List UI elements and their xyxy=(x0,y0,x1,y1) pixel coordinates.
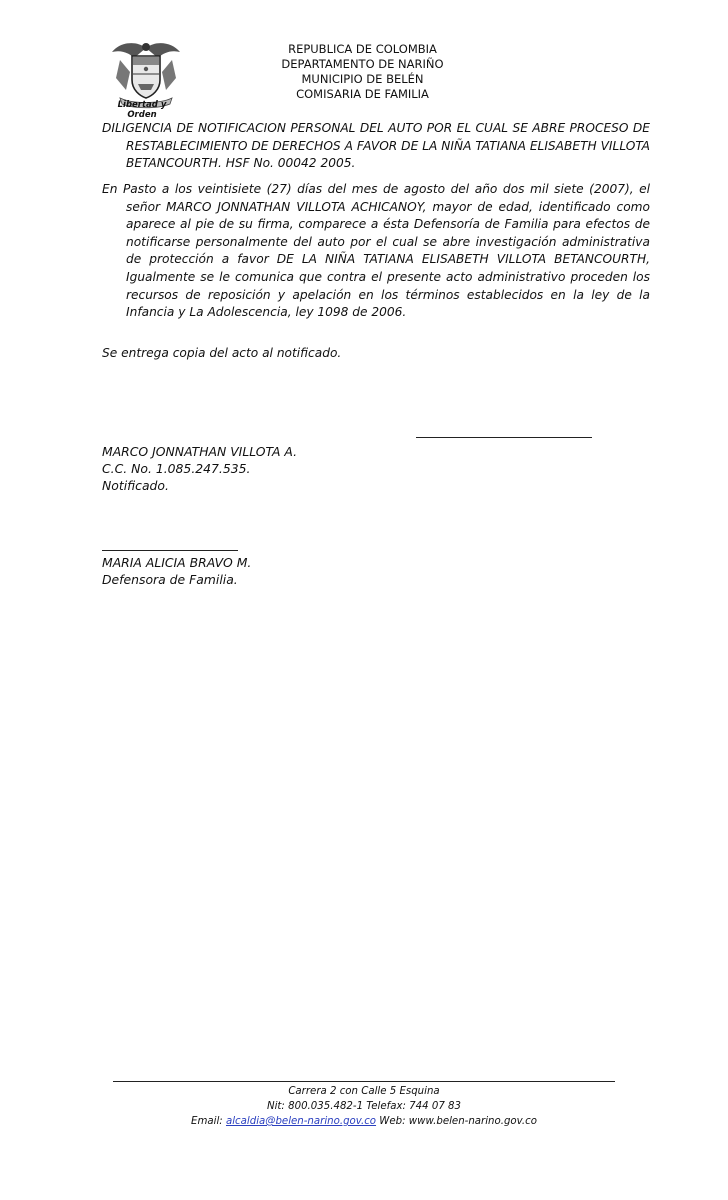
notified-role: Notificado. xyxy=(102,478,169,493)
letterhead-office: COMISARIA DE FAMILIA xyxy=(296,87,429,101)
letterhead xyxy=(250,42,475,102)
copy-delivery-note: Se entrega copia del acto al notificado. xyxy=(102,346,342,360)
footer-address: Carrera 2 con Calle 5 Esquina xyxy=(288,1086,440,1097)
notified-signature-block xyxy=(102,443,297,494)
officer-role: Defensora de Familia. xyxy=(102,572,238,587)
footer-email-label: Email: xyxy=(191,1116,223,1127)
officer-name: MARIA ALICIA BRAVO M. xyxy=(102,555,252,570)
officer-signature-block xyxy=(102,554,251,588)
notified-signature-line xyxy=(416,437,592,438)
letterhead-country: REPUBLICA DE COLOMBIA xyxy=(288,42,437,56)
officer-signature-line xyxy=(102,550,238,551)
footer-email-link[interactable]: alcaldia@belen-narino.gov.co xyxy=(225,1116,377,1127)
notified-name: MARCO JONNATHAN VILLOTA A. xyxy=(102,444,298,459)
notification-body: En Pasto a los veintisiete (27) días del mes de agosto del año dos mil siete (2007), el señor MARCO JONNATHAN VILLOTA ACHICANOY, mayor de edad, identificado como aparece al pie de su firma, comparece a ésta Defensoría de Familia para efectos de notificarse personalmente del auto por el cual se abre investigación administrativa de protección a favor DE LA NIÑA TATIANA ELISABETH VILLOTA BETANCOURTH, Igualmente se le comunica que contra el presente acto administrativo proceden los recursos de reposición y apelación en los términos establecidos en la ley de la Infancia y La Adolescencia, ley 1098 de 2006. xyxy=(102,182,650,320)
document-title: DILIGENCIA DE NOTIFICACION PERSONAL DEL AUTO POR EL CUAL SE ABRE PROCESO DE RESTABLECIMIENTO DE DERECHOS A FAVOR DE LA NIÑA TATIANA ELISABETH VILLOTA BETANCOURTH. HSF No. 00042 2005. xyxy=(102,121,650,171)
letterhead-department: DEPARTAMENTO DE NARIÑO xyxy=(281,57,444,71)
notified-id: C.C. No. 1.085.247.535. xyxy=(102,461,251,476)
footer-nit-phone: Nit: 800.035.482-1 Telefax: 744 07 83 xyxy=(266,1101,462,1112)
footer-divider xyxy=(113,1081,615,1082)
logo-motto: Libertad y Orden xyxy=(117,100,167,120)
letterhead-municipality: MUNICIPIO DE BELÉN xyxy=(301,72,424,86)
footer-contact xyxy=(113,1114,615,1129)
footer xyxy=(113,1084,615,1129)
footer-web: Web: www.belen-narino.gov.co xyxy=(379,1116,537,1127)
